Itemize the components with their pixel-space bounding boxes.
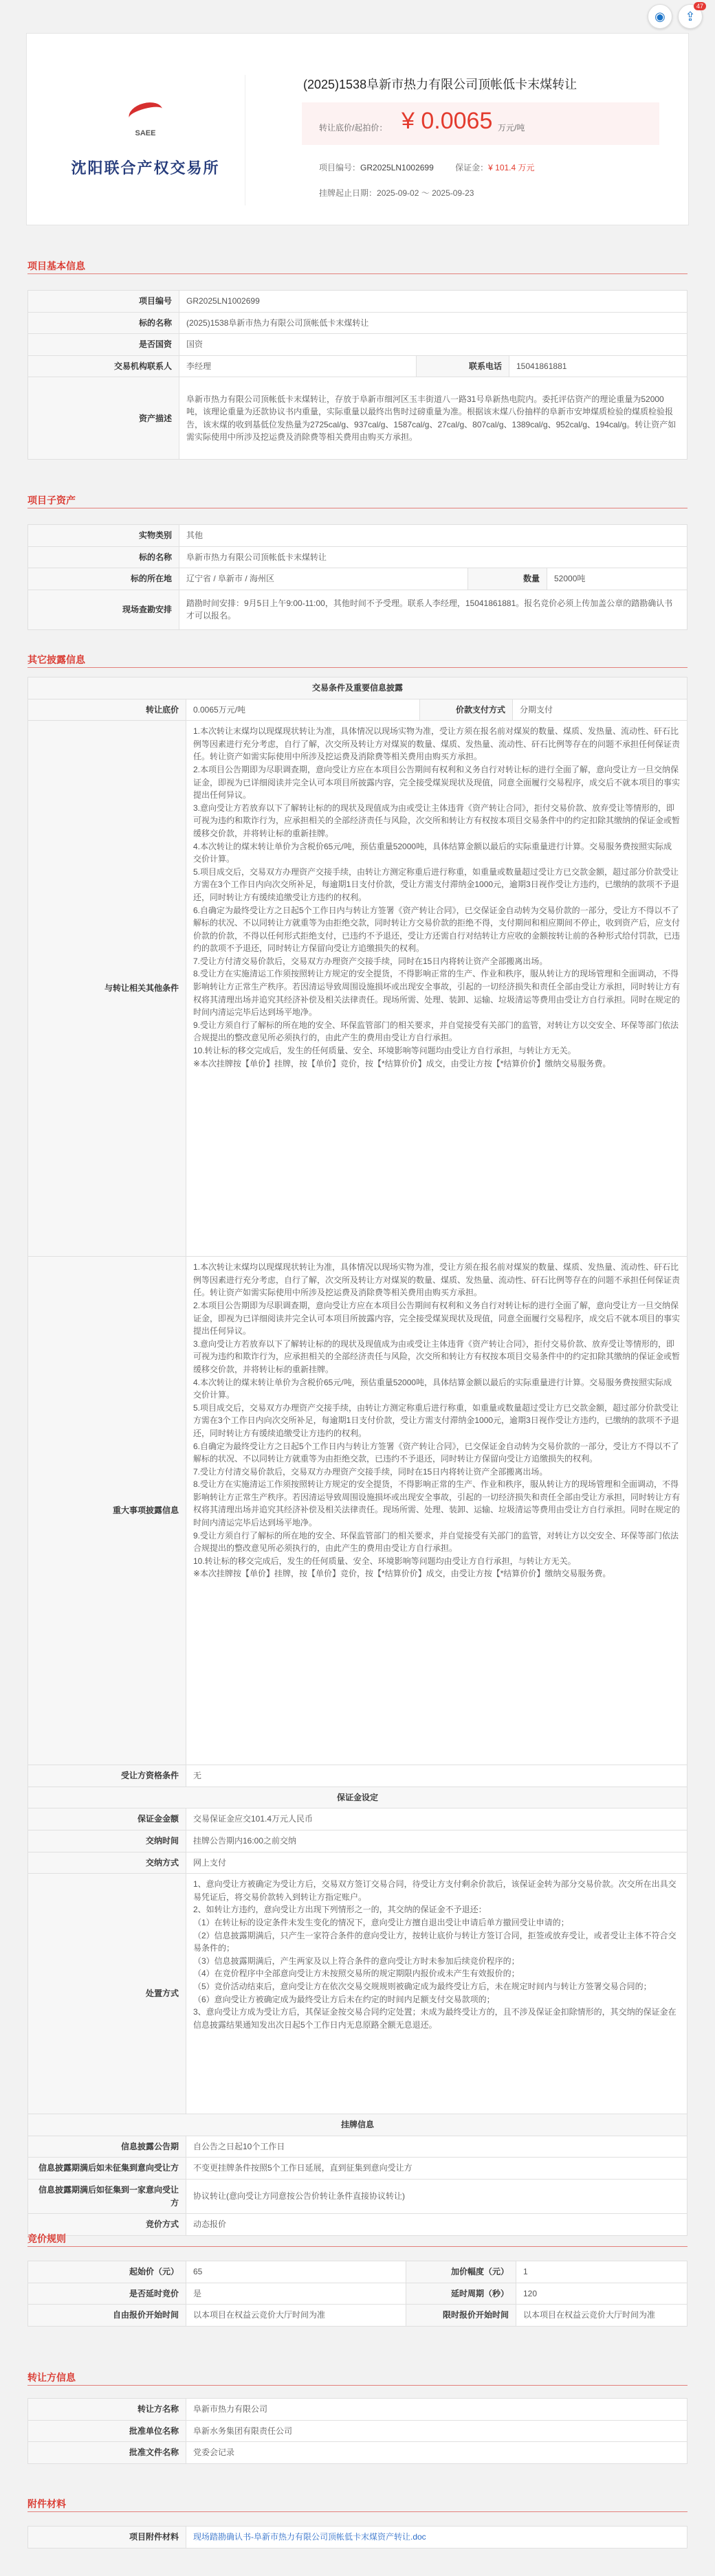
deposit-amount: ¥ 101.4 万元 [488,163,535,172]
field-value: 协议转让(意向受让方同意按公告价转让条件直接协议转让) [186,2179,688,2213]
section-sub-asset: 项目子资产 [28,495,76,506]
item-number: GR2025LN1002699 [360,163,434,172]
org-name: 沈阳联合产权交易所 [71,159,220,177]
field-value: 党委会记录 [186,2442,688,2464]
sub-asset-table [28,524,688,630]
field-label: 交纳方式 [28,1852,186,1874]
eye-icon[interactable]: ◉ [648,4,672,29]
field-label: 信息披露期满后如征集到一家意向受让方 [28,2179,186,2213]
field-value: 阜新水务集团有限责任公司 [186,2420,688,2442]
field-value: 以本项目在权益云竞价大厅时间为准 [186,2305,406,2327]
section-other-disclosure: 其它披露信息 [28,654,85,665]
field-label: 是否延时竞价 [28,2283,186,2305]
field-value: 以本项目在权益云竞价大厅时间为准 [516,2305,688,2327]
price-unit: 万元/吨 [498,123,525,133]
field-label: 价款支付方式 [420,699,513,721]
section-basic-info: 项目基本信息 [28,260,85,271]
field-label: 交纳时间 [28,1830,186,1852]
field-value: 120 [516,2283,688,2305]
field-label: 转让方名称 [28,2399,186,2421]
period-row: 挂牌起止日期：2025-09-02 ～ 2025-09-23 [319,188,474,198]
share-icon[interactable]: ⇪ 47 [678,4,703,29]
field-label: 竞价方式 [28,2214,186,2236]
field-label: 保证金金额 [28,1808,186,1830]
field-label: 标的名称 [28,546,179,568]
field-value: 1 [516,2261,688,2283]
site-visit-info: 踏勘时间安排：9月5日上午9:00-11:00，其他时间不予受理。联系人李经理，15041861881。报名竞价必须上传加盖公章的踏勘确认书才可以报名。 [179,590,688,629]
field-label: 资产描述 [28,377,179,460]
field-label: 批准文件名称 [28,2442,186,2464]
field-label: 转让底价 [28,699,186,721]
attachment-link[interactable]: 现场踏勘确认书-阜新市热力有限公司顶帐低卡末煤资产转让.doc [193,2532,426,2542]
field-label: 延时周期（秒） [406,2283,516,2305]
major-disclosure: 1.本次转让末煤均以现煤现状转让为准，具体情况以现场实物为准，受让方须在报名前对煤炭的数量、煤质、发热量、流动性、矸石比例等因素进行充分考虑，自行了解，次交所及转让方对煤炭的数量、煤质、发热量、流动性、矸石比例等存在的问题不承担任何保证责任。转让资产如需实际使用中所涉及挖运费及消除费等相关费用由购买方承担。 2.本项目公告期即为尽职调查期，意向受让方应在本项目公告期间有权利和义务自行对转让标的进行全面了解，意向受让方一旦交纳保证金，即视为已详细阅读并完全认可本项目所披露内容，完全接受煤炭现状及现值，同意全面履行交易程序，成交后不就本项目的事实提出任何异议。 3.意向受让方若放弃以下了解转让标的的现状及现值成为由或受让主体违背《资产转让合同》，拒付交易价款、放弃受让等情形的，即可视为违约和欺诈行为，应承担相关的全部经济责任与风险，次交所和转让方有权按本项目交易条件中的约定扣除其缴纳的保证金或暂缓移交价款，并将转让标的重新挂牌。 4.本次转让的煤末转让单价为含税价65元/吨，预估重量52000吨，具体结算金额以最后的实际重量进行计算。交易服务费按照实际成交价计算。 5.项目成交后，交易双方办理资产交接手续，由转让方测定称重后进行称重，如重量或数量超过受让方已交款金额，超过部分价款受让方需在3个工作日内向次交所补足，每逾期1日支付价款，受让方需支付滞纳金1000元，逾期3日视作受让方违约，已缴纳的款项不予退还，同时转让方有缓续追缴受让方违约的权利。 6.自确定为最终受让方之日起5个工作日内与转让方签署《资产转让合同》，已交保证金自动转为交易价款的一部分，受让方不得以不了解标的状况、不以同转让方就重等为由拒绝交款，已违约不予退还，同时转让方保留向受让方追缴损失的权利。 7.受让方付清交易价款后，交易双方办理资产交接手续，同时在15日内将转让资产全部搬离出场。 8.受让方在实施清运工作须按照转让方规定的安全提货，不得影响正常的生产、作业和秩序，服从转让方的现场管理和全面调动，不得影响转让方正常生产秩序。若因清运导致周围设施损坏或出现安全事故，引起的一切经济损失和责任全部由受让方承担，同时转让方有权将其清理出场并追究其经济补偿及相关法律责任。现场所需、处理、装卸、运输、垃圾清运等费用由受让方自行承担。同时在规定的时间内清运完毕后达到场平地净。 9.受让方须自行了解标的所在地的安全、环保监管部门的相关要求，并自觉接受有关部门的监管，对转让方以交安全、环保等部门依法合规提出的整改意见所必须执行的，由此产生的费用由受让方自行承担。 10.转让标的移交完成后，发生的任何质量、安全、环境影响等问题均由受让方自行承担，与转让方无关。 ※本次挂牌按【单价】挂牌，按【单价】竞价，按【*结算价价】成交，由受让方按【*结算价价】缴纳交易服务费。 [186,1257,688,1765]
price-value: ¥ 0.0065 [402,108,493,134]
field-label: 标的所在地 [28,568,179,590]
field-value: 挂牌公告期内16:00之前交纳 [186,1830,688,1852]
org-logo [46,75,245,205]
field-value: 是 [186,2283,406,2305]
logo-icon: SAEE [122,103,170,137]
field-label: 项目附件材料 [28,2527,186,2549]
other-conditions: 1.本次转让末煤均以现煤现状转让为准，具体情况以现场实物为准，受让方须在报名前对煤炭的数量、煤质、发热量、流动性、矸石比例等因素进行充分考虑，自行了解，次交所及转让方对煤炭的数量、煤质、发热量、流动性、矸石比例等存在的问题不承担任何保证责任。转让资产如需实际使用中所涉及挖运费及消除费等相关费用由购买方承担。 2.本项目公告期即为尽职调查期，意向受让方应在本项目公告期间有权利和义务自行对转让标的进行全面了解，意向受让方一旦交纳保证金，即视为已详细阅读并完全认可本项目所披露内容，完全接受煤炭现状及现值，同意全面履行交易程序，成交后不就本项目的事实提出任何异议。 3.意向受让方若放弃以下了解转让标的的现状及现值成为由或受让主体违背《资产转让合同》，拒付交易价款、放弃受让等情形的，即可视为违约和欺诈行为，应承担相关的全部经济责任与风险，次交所和转让方有权按本项目交易条件中的约定扣除其缴纳的保证金或暂缓移交价款，并将转让标的重新挂牌。 4.本次转让的煤末转让单价为含税价65元/吨，预估重量52000吨，具体结算金额以最后的实际重量进行计算。交易服务费按照实际成交价计算。 5.项目成交后，交易双方办理资产交接手续，由转让方测定称重后进行称重，如重量或数量超过受让方已交款金额，超过部分价款受让方需在3个工作日内向次交所补足，每逾期1日支付价款，受让方需支付滞纳金1000元，逾期3日视作受让方违约，已缴纳的款项不予退还，同时转让方有缓续追缴受让方违约的权利。 6.自确定为最终受让方之日起5个工作日内与转让方签署《资产转让合同》，已交保证金自动转为交易价款的一部分，受让方不得以不了解标的状况、不以同转让方就重等为由拒绝交款，同时转让方交易价款的拒绝不得，支付期间和相应期间不停止，收到资产后，应支付价款的价款，不得以任何形式拒绝支付，已违约不予退还，受让方还需自行对结转让方应收的金额按转让前的各种形式给付罚款，已违约的款项不予退还，同时转让方保留向受让方追缴损失的权利。 7.受让方付清交易价款后，交易双方办理资产交接手续，同时在15日内将转让资产全部搬离出场。 8.受让方在实施清运工作须按照转让方规定的安全提货，不得影响正常的生产、作业和秩序，服从转让方的现场管理和全面调动，不得影响转让方正常生产秩序。若因清运导致周围设施损坏或出现安全事故，引起的一切经济损失和责任全部由受让方承担，同时转让方有权将其清理出场并追究其经济补偿及相关法律责任。现场所需、处理、装卸、运输、垃圾清运等费用由受让方自行承担。同时在规定的时间内清运完毕后达到场平地净。 9.受让方须自行了解标的所在地的安全、环保监管部门的相关要求，并自觉接受有关部门的监管，对转让方以交安全、环保等部门依法合规提出的整改意见所必须执行的，由此产生的费用由受让方自行承担。 10.转让标的移交完成后，发生的任何质量、安全、环境影响等问题均由受让方自行承担，与转让方无关。 ※本次挂牌按【单价】挂牌，按【单价】竞价，按【*结算价价】成交，由受让方按【*结算价价】缴纳交易服务费。 [186,721,688,1257]
project-header [26,33,689,225]
attachments-table [28,2526,688,2549]
meta-row: 项目编号：GR2025LN1002699 保证金：¥ 101.4 万元 [319,163,535,172]
field-label: 信息披露期满后如未征集到意向受让方 [28,2158,186,2180]
field-label: 信息披露公告期 [28,2136,186,2158]
target-name-value: (2025)1538阜新市热力有限公司顶帐低卡末煤转让 [179,312,688,334]
field-value: 动态报价 [186,2214,688,2236]
field-value: 阜新市热力有限公司顶帐低卡末煤转让 [179,546,688,568]
field-value: 不变更挂牌条件按照5个工作日延展，直到征集到意向受让方 [186,2158,688,2180]
field-value: 阜新市热力有限公司 [186,2399,688,2421]
field-label: 处置方式 [28,1874,186,2114]
field-label: 批准单位名称 [28,2420,186,2442]
field-value: 自公告之日起10个工作日 [186,2136,688,2158]
phone-value: 15041861881 [509,355,688,377]
field-label: 项目编号 [28,291,179,313]
item-number-value: GR2025LN1002699 [179,291,688,313]
field-label: 现场查勘安排 [28,590,179,629]
field-value: 挂牌信息 [28,2114,688,2136]
state-owned-value: 国资 [179,334,688,356]
field-label: 联系电话 [417,355,509,377]
deposit-handling: 1、意向受让方被确定为受让方后，交易双方签订交易合同，待受让方支付剩余价款后，该保证金转为部分交易价款。次交所在出具交易凭证后，将交易价款转入到转让方指定账户。 2、如转让方违约，意向受让方出现下列情形之一的，其交纳的保证金不予退还： （1）在转让标的设定条件未发生变化的情况下，意向受让方擅自退出受让申请后单方撤回受让申请的； （2）信息披露期满后，只产生一家符合条件的意向受让方，按转让底价与转让方签订合同，拒签或放弃受让，或者受让主体不符合交易条件的； （3）信息披露期满后，产生两家及以上符合条件的意向受让方时未参加后续竞价程序的； （4）在竞价程序中全部意向受让方未按照交易所的规定期限内报价或未产生有效报价的； （5）竞价活动结束后，意向受让方在依次交易交规规则被确定成为最终受让方后，未在规定时间内与转让方签署交易合同的； （6）意向受让方被确定成为最终受让方后未在约定的时间内足额支付交易款项的； 3、意向受让方成为受让方后，其保证金按交易合同约定处置；未成为最终受让方的，且不涉及保证金扣除情形的，其交纳的保证金在信息披露结果通知发出次日起5个工作日内无息原路全额无息退还。 [186,1874,688,2114]
field-value: 其他 [179,525,688,547]
field-label: 起始价（元） [28,2261,186,2283]
field-value: 保证金设定 [28,1787,688,1808]
field-value: 无 [186,1765,688,1787]
field-value: 交易条件及重要信息披露 [28,677,688,699]
field-value: 交易保证金应交101.4万元人民币 [186,1808,688,1830]
field-label: 受让方资格条件 [28,1765,186,1787]
field-label: 限时报价开始时间 [406,2305,516,2327]
field-value: 65 [186,2261,406,2283]
field-label: 标的名称 [28,312,179,334]
price-label: 转让底价/起拍价： [319,123,388,133]
field-value: 分期支付 [513,699,688,721]
field-value: 网上支付 [186,1852,688,1874]
field-value: 辽宁省 / 阜新市 / 海州区 [179,568,468,590]
field-label: 与转让相关其他条件 [28,721,186,1257]
disclosure-table [28,677,688,2236]
section-bid-rules: 竞价规则 [28,2233,66,2244]
field-value: 0.0065万元/吨 [186,699,420,721]
field-label: 自由报价开始时间 [28,2305,186,2327]
field-label: 是否国资 [28,334,179,356]
notification-badge: 47 [694,2,706,10]
field-label: 交易机构联系人 [28,355,179,377]
asset-description: 阜新市热力有限公司顶帐低卡末煤转让，存放于阜新市细河区玉丰街道八一路31号阜新热电院内。委托评估资产的理论重量为52000吨，该理论重量为还款协议书内重量，实际重量以最终出售时过磅重量为准。根据该末煤八份抽样的阜新市安坤煤质检验的煤质检验报告，该末煤的收到基低位发热量为2725cal/g、937cal/g、1587cal/g、27cal/g、807cal/g、1389cal/g、952cal/g、194cal/g。转让资产如需实际使用中所涉及挖运费及消除费等相关费用由购买方承担。 [179,377,688,460]
field-label: 数量 [468,568,547,590]
field-value [186,2527,688,2549]
seller-table [28,2398,688,2464]
listing-period: 2025-09-02 ～ 2025-09-23 [377,188,474,198]
section-seller: 转让方信息 [28,2372,76,2383]
field-label: 实物类别 [28,525,179,547]
project-title: (2025)1538阜新市热力有限公司顶帐低卡末煤转让 [303,78,578,91]
bid-rules-table [28,2261,688,2327]
field-label: 重大事项披露信息 [28,1257,186,1765]
section-attachments: 附件材料 [28,2498,66,2509]
field-label: 加价幅度（元） [406,2261,516,2283]
contact-value: 李经理 [179,355,417,377]
basic-info-table [28,290,688,460]
floating-toolbar [648,4,703,29]
field-value: 52000吨 [547,568,688,590]
